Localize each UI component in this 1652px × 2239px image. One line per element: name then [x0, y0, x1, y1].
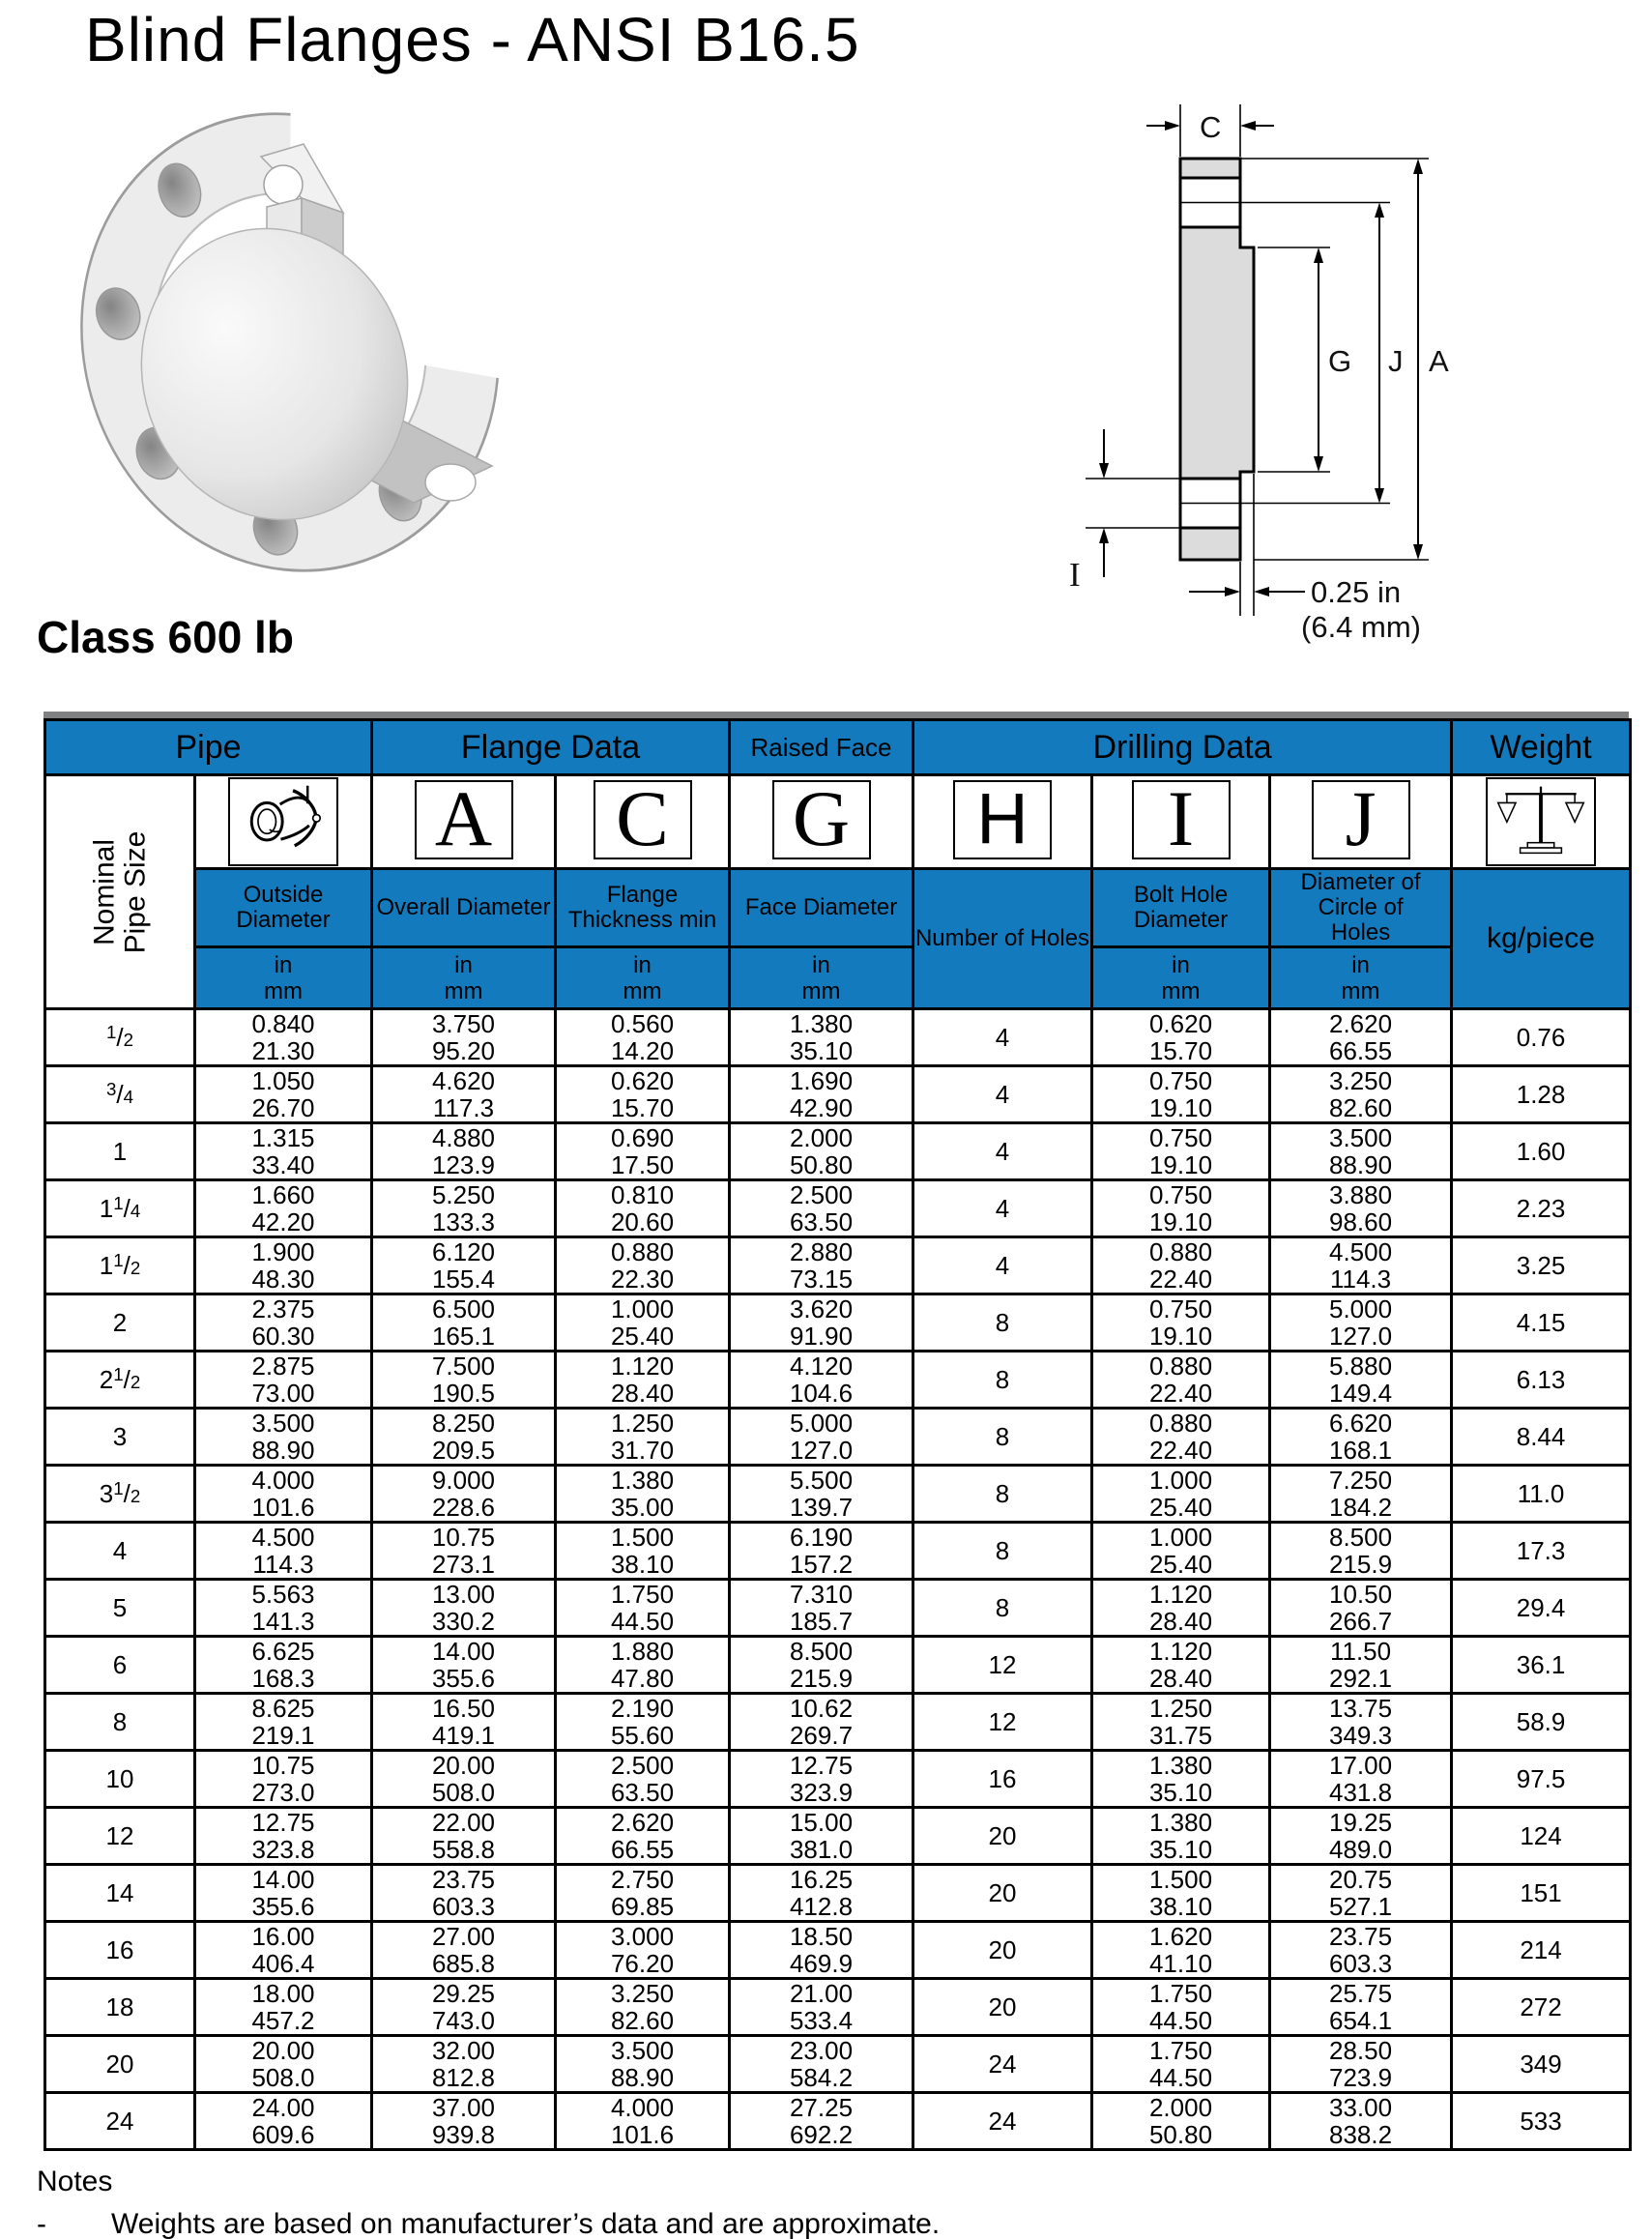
- overall-diameter-cell: 5.250 133.3: [372, 1180, 556, 1237]
- letter-h-cell: [913, 775, 1092, 869]
- circle-of-holes-cell: 8.500 215.9: [1270, 1523, 1452, 1580]
- od-cell: 8.625 219.1: [195, 1694, 372, 1751]
- number-of-holes-cell: 4: [913, 1180, 1092, 1237]
- face-diameter-cell: 23.00 584.2: [730, 2036, 913, 2093]
- weight-cell: 533: [1452, 2093, 1631, 2150]
- face-diameter-cell: 5.500 139.7: [730, 1466, 913, 1523]
- nps-cell: $3^1/2$: [45, 1466, 195, 1523]
- face-diameter-cell: 12.75 323.9: [730, 1751, 913, 1808]
- overall-diameter-cell: 8.250 209.5: [372, 1409, 556, 1466]
- face-diameter-cell: 6.190 157.2: [730, 1523, 913, 1580]
- flange-thickness-cell: 3.500 88.90: [556, 2036, 730, 2093]
- flange-thickness-cell: 1.000 25.40: [556, 1294, 730, 1352]
- number-of-holes-cell: 16: [913, 1751, 1092, 1808]
- number-of-holes-cell: 24: [913, 2093, 1092, 2150]
- bolt-hole-diameter-cell: 0.750 19.10: [1092, 1180, 1270, 1237]
- notes-section: [37, 2166, 940, 2239]
- bolt-hole-diameter-cell: 0.750 19.10: [1092, 1294, 1270, 1352]
- table-row: [45, 1922, 1631, 1979]
- weight-cell: 214: [1452, 1922, 1631, 1979]
- overall-diameter-cell: 6.500 165.1: [372, 1294, 556, 1352]
- letter-a-icon: A: [415, 780, 513, 859]
- group-flange-data: Flange Data: [372, 720, 730, 775]
- number-of-holes-cell: 8: [913, 1466, 1092, 1523]
- flange-table: [43, 718, 1632, 2151]
- number-of-holes-cell: 8: [913, 1352, 1092, 1409]
- od-cell: 24.00 609.6: [195, 2093, 372, 2150]
- circle-of-holes-cell: 25.75 654.1: [1270, 1979, 1452, 2036]
- nps-cell: 2: [45, 1294, 195, 1352]
- od-cell: 5.563 141.3: [195, 1580, 372, 1637]
- flange-thickness-cell: 0.620 15.70: [556, 1066, 730, 1123]
- face-diameter-cell: 1.380 35.10: [730, 1009, 913, 1066]
- units-j: in mm: [1270, 947, 1452, 1009]
- bolt-hole-diameter-cell: 1.120 28.40: [1092, 1637, 1270, 1694]
- number-of-holes-cell: 8: [913, 1523, 1092, 1580]
- circle-of-holes-cell: 3.250 82.60: [1270, 1066, 1452, 1123]
- face-diameter-cell: 2.500 63.50: [730, 1180, 913, 1237]
- label-flange-thickness: Flange Thickness min: [556, 869, 730, 947]
- flange-thickness-cell: 0.810 20.60: [556, 1180, 730, 1237]
- number-of-holes-cell: 8: [913, 1580, 1092, 1637]
- pipe-caliper-icon: [228, 777, 338, 866]
- nps-cell: $^1$/2: [45, 1009, 195, 1066]
- weight-cell: 1.60: [1452, 1123, 1631, 1180]
- table-row: [45, 1009, 1631, 1066]
- dim-label-a: A: [1429, 344, 1449, 378]
- class-heading: Class 600 lb: [37, 612, 294, 662]
- circle-of-holes-cell: 23.75 603.3: [1270, 1922, 1452, 1979]
- od-cell: 0.840 21.30: [195, 1009, 372, 1066]
- flange-table-wrap: [43, 712, 1629, 2151]
- label-number-of-holes: Number of Holes: [913, 869, 1092, 1009]
- label-header-row: [45, 869, 1631, 947]
- od-cell: 12.75 323.8: [195, 1808, 372, 1865]
- od-cell: 18.00 457.2: [195, 1979, 372, 2036]
- label-kg-piece: kg/piece: [1452, 869, 1631, 1009]
- bolt-hole-diameter-cell: 0.880 22.40: [1092, 1352, 1270, 1409]
- flange-thickness-cell: 2.500 63.50: [556, 1751, 730, 1808]
- face-diameter-cell: 3.620 91.90: [730, 1294, 913, 1352]
- weight-cell: 124: [1452, 1808, 1631, 1865]
- face-diameter-cell: 2.000 50.80: [730, 1123, 913, 1180]
- number-of-holes-cell: 20: [913, 1808, 1092, 1865]
- table-row: [45, 1180, 1631, 1237]
- note-text: Weights are based on manufacturer’s data and are approximate.: [111, 2208, 941, 2239]
- bolt-hole-diameter-cell: 0.750 19.10: [1092, 1066, 1270, 1123]
- nps-cell: 18: [45, 1979, 195, 2036]
- dim-label-c: C: [1200, 110, 1222, 144]
- od-cell: 3.500 88.90: [195, 1409, 372, 1466]
- nps-cell: 5: [45, 1580, 195, 1637]
- bolt-hole-diameter-cell: 2.000 50.80: [1092, 2093, 1270, 2150]
- od-cell: 10.75 273.0: [195, 1751, 372, 1808]
- group-weight: Weight: [1452, 720, 1631, 775]
- weight-cell: 17.3: [1452, 1523, 1631, 1580]
- circle-of-holes-cell: 3.880 98.60: [1270, 1180, 1452, 1237]
- weight-cell: 272: [1452, 1979, 1631, 2036]
- table-row: [45, 1409, 1631, 1466]
- dim-label-i: I: [1069, 556, 1081, 594]
- raised-face-height-mm: (6.4 mm): [1301, 610, 1421, 644]
- face-diameter-cell: 21.00 533.4: [730, 1979, 913, 2036]
- table-row: [45, 1637, 1631, 1694]
- overall-diameter-cell: 3.750 95.20: [372, 1009, 556, 1066]
- circle-of-holes-cell: 13.75 349.3: [1270, 1694, 1452, 1751]
- face-diameter-cell: 16.25 412.8: [730, 1865, 913, 1922]
- nominal-pipe-size-header: Nominal Pipe Size: [45, 775, 195, 1009]
- weight-cell: 2.23: [1452, 1180, 1631, 1237]
- bolt-hole-diameter-cell: 0.620 15.70: [1092, 1009, 1270, 1066]
- od-cell: 1.900 48.30: [195, 1237, 372, 1294]
- od-cell: 2.375 60.30: [195, 1294, 372, 1352]
- face-diameter-cell: 10.62 269.7: [730, 1694, 913, 1751]
- table-row: [45, 2093, 1631, 2150]
- letter-j-cell: [1270, 775, 1452, 869]
- number-of-holes-cell: 4: [913, 1066, 1092, 1123]
- nps-cell: 10: [45, 1751, 195, 1808]
- nps-cell: 1: [45, 1123, 195, 1180]
- table-row: [45, 1865, 1631, 1922]
- overall-diameter-cell: 29.25 743.0: [372, 1979, 556, 2036]
- bolt-hole-diameter-cell: 1.620 41.10: [1092, 1922, 1270, 1979]
- flange-thickness-cell: 2.750 69.85: [556, 1865, 730, 1922]
- nps-cell: 6: [45, 1637, 195, 1694]
- weight-cell: 151: [1452, 1865, 1631, 1922]
- label-outside-diameter: Outside Diameter: [195, 869, 372, 947]
- weight-cell: 29.4: [1452, 1580, 1631, 1637]
- weight-cell: 6.13: [1452, 1352, 1631, 1409]
- face-diameter-cell: 4.120 104.6: [730, 1352, 913, 1409]
- weight-icon-cell: [1452, 775, 1631, 869]
- overall-diameter-cell: 16.50 419.1: [372, 1694, 556, 1751]
- flange-thickness-cell: 2.190 55.60: [556, 1694, 730, 1751]
- flange-thickness-cell: 0.560 14.20: [556, 1009, 730, 1066]
- flange-thickness-cell: 4.000 101.6: [556, 2093, 730, 2150]
- circle-of-holes-cell: 7.250 184.2: [1270, 1466, 1452, 1523]
- od-cell: 1.050 26.70: [195, 1066, 372, 1123]
- overall-diameter-cell: 37.00 939.8: [372, 2093, 556, 2150]
- nps-cell: 24: [45, 2093, 195, 2150]
- group-pipe: Pipe: [45, 720, 372, 775]
- overall-diameter-cell: 22.00 558.8: [372, 1808, 556, 1865]
- weight-cell: 11.0: [1452, 1466, 1631, 1523]
- bolt-hole-diameter-cell: 1.750 44.50: [1092, 2036, 1270, 2093]
- circle-of-holes-cell: 2.620 66.55: [1270, 1009, 1452, 1066]
- table-row: [45, 1123, 1631, 1180]
- bolt-hole-diameter-cell: 1.000 25.40: [1092, 1466, 1270, 1523]
- letter-h-icon: H: [953, 780, 1052, 859]
- face-diameter-cell: 15.00 381.0: [730, 1808, 913, 1865]
- face-diameter-cell: 8.500 215.9: [730, 1637, 913, 1694]
- table-row: [45, 1808, 1631, 1865]
- number-of-holes-cell: 4: [913, 1123, 1092, 1180]
- table-row: [45, 1694, 1631, 1751]
- od-cell: 4.000 101.6: [195, 1466, 372, 1523]
- weight-cell: 4.15: [1452, 1294, 1631, 1352]
- table-row: [45, 2036, 1631, 2093]
- nps-cell: 12: [45, 1808, 195, 1865]
- number-of-holes-cell: 4: [913, 1237, 1092, 1294]
- overall-diameter-cell: 7.500 190.5: [372, 1352, 556, 1409]
- face-diameter-cell: 18.50 469.9: [730, 1922, 913, 1979]
- label-bolt-hole-diameter: Bolt Hole Diameter: [1092, 869, 1270, 947]
- circle-of-holes-cell: 3.500 88.90: [1270, 1123, 1452, 1180]
- units-i: in mm: [1092, 947, 1270, 1009]
- flange-thickness-cell: 3.000 76.20: [556, 1922, 730, 1979]
- overall-diameter-cell: 4.880 123.9: [372, 1123, 556, 1180]
- table-row: [45, 1523, 1631, 1580]
- table-row: [45, 1466, 1631, 1523]
- flange-thickness-cell: 1.250 31.70: [556, 1409, 730, 1466]
- nps-cell: 20: [45, 2036, 195, 2093]
- number-of-holes-cell: 8: [913, 1294, 1092, 1352]
- raised-face-height-in: 0.25 in: [1311, 575, 1402, 609]
- circle-of-holes-cell: 28.50 723.9: [1270, 2036, 1452, 2093]
- bolt-hole-diameter-cell: 1.750 44.50: [1092, 1979, 1270, 2036]
- od-cell: 4.500 114.3: [195, 1523, 372, 1580]
- table-row: [45, 1237, 1631, 1294]
- circle-of-holes-cell: 17.00 431.8: [1270, 1751, 1452, 1808]
- bolt-hole-diameter-cell: 0.880 22.40: [1092, 1409, 1270, 1466]
- weight-cell: 58.9: [1452, 1694, 1631, 1751]
- circle-of-holes-cell: 5.000 127.0: [1270, 1294, 1452, 1352]
- od-cell: 6.625 168.3: [195, 1637, 372, 1694]
- flange-3d-image: [60, 89, 543, 606]
- weight-cell: 349: [1452, 2036, 1631, 2093]
- units-a: in mm: [372, 947, 556, 1009]
- letter-i-icon: I: [1132, 780, 1231, 859]
- balance-scale-icon: [1486, 777, 1596, 866]
- weight-cell: 36.1: [1452, 1637, 1631, 1694]
- face-diameter-cell: 2.880 73.15: [730, 1237, 913, 1294]
- arrowheads: [1099, 121, 1423, 596]
- label-circle-of-holes: Diameter of Circle of Holes: [1270, 869, 1452, 947]
- table-row: [45, 1580, 1631, 1637]
- circle-of-holes-cell: 4.500 114.3: [1270, 1237, 1452, 1294]
- table-row: [45, 1294, 1631, 1352]
- page-title: Blind Flanges - ANSI B16.5: [85, 5, 860, 74]
- dim-label-g: G: [1328, 344, 1352, 378]
- units-od: in mm: [195, 947, 372, 1009]
- number-of-holes-cell: 20: [913, 1865, 1092, 1922]
- weight-cell: 0.76: [1452, 1009, 1631, 1066]
- letter-c-cell: [556, 775, 730, 869]
- table-row: [45, 1979, 1631, 2036]
- nps-cell: $1^1/4$: [45, 1180, 195, 1237]
- nps-cell: $^3$/4: [45, 1066, 195, 1123]
- number-of-holes-cell: 4: [913, 1009, 1092, 1066]
- half-bolt-hole: [264, 165, 303, 204]
- overall-diameter-cell: 6.120 155.4: [372, 1237, 556, 1294]
- face-diameter-cell: 5.000 127.0: [730, 1409, 913, 1466]
- table-row: [45, 1066, 1631, 1123]
- bolt-hole-diameter-cell: 1.000 25.40: [1092, 1523, 1270, 1580]
- overall-diameter-cell: 14.00 355.6: [372, 1637, 556, 1694]
- flange-thickness-cell: 3.250 82.60: [556, 1979, 730, 2036]
- od-cell: 2.875 73.00: [195, 1352, 372, 1409]
- weight-cell: 1.28: [1452, 1066, 1631, 1123]
- nps-cell: 16: [45, 1922, 195, 1979]
- nps-cell: 3: [45, 1409, 195, 1466]
- circle-of-holes-cell: 6.620 168.1: [1270, 1409, 1452, 1466]
- number-of-holes-cell: 20: [913, 1922, 1092, 1979]
- bolt-hole-diameter-cell: 1.500 38.10: [1092, 1865, 1270, 1922]
- half-bolt-hole: [425, 464, 476, 501]
- flange-thickness-cell: 0.690 17.50: [556, 1123, 730, 1180]
- circle-of-holes-cell: 33.00 838.2: [1270, 2093, 1452, 2150]
- nps-cell: $1^1/2$: [45, 1237, 195, 1294]
- face-diameter-cell: 27.25 692.2: [730, 2093, 913, 2150]
- letter-a-cell: [372, 775, 556, 869]
- overall-diameter-cell: 10.75 273.1: [372, 1523, 556, 1580]
- circle-of-holes-cell: 19.25 489.0: [1270, 1808, 1452, 1865]
- units-c: in mm: [556, 947, 730, 1009]
- weight-cell: 8.44: [1452, 1409, 1631, 1466]
- label-face-diameter: Face Diameter: [730, 869, 913, 947]
- flange-thickness-cell: 1.880 47.80: [556, 1637, 730, 1694]
- dimension-drawing: [1023, 89, 1608, 650]
- circle-of-holes-cell: 5.880 149.4: [1270, 1352, 1452, 1409]
- face-diameter-cell: 1.690 42.90: [730, 1066, 913, 1123]
- number-of-holes-cell: 12: [913, 1694, 1092, 1751]
- bolt-hole-diameter-cell: 1.120 28.40: [1092, 1580, 1270, 1637]
- overall-diameter-cell: 9.000 228.6: [372, 1466, 556, 1523]
- overall-diameter-cell: 13.00 330.2: [372, 1580, 556, 1637]
- flange-thickness-cell: 2.620 66.55: [556, 1808, 730, 1865]
- od-cell: 1.315 33.40: [195, 1123, 372, 1180]
- bolt-hole-diameter-cell: 1.380 35.10: [1092, 1751, 1270, 1808]
- icon-header-row: [45, 775, 1631, 869]
- note-bullet: -: [37, 2208, 46, 2239]
- table-row: [45, 1751, 1631, 1808]
- face-diameter-cell: 7.310 185.7: [730, 1580, 913, 1637]
- nps-cell: 4: [45, 1523, 195, 1580]
- units-header-row: [45, 947, 1631, 1009]
- flange-thickness-cell: 1.500 38.10: [556, 1523, 730, 1580]
- weight-cell: 3.25: [1452, 1237, 1631, 1294]
- letter-j-icon: J: [1312, 780, 1410, 859]
- bolt-hole-diameter-cell: 0.750 19.10: [1092, 1123, 1270, 1180]
- label-overall-diameter: Overall Diameter: [372, 869, 556, 947]
- note-item: [37, 2208, 940, 2239]
- letter-i-cell: [1092, 775, 1270, 869]
- bolt-hole-diameter-cell: 1.380 35.10: [1092, 1808, 1270, 1865]
- nps-cell: 14: [45, 1865, 195, 1922]
- group-raised-face: Raised Face: [730, 720, 913, 775]
- number-of-holes-cell: 8: [913, 1409, 1092, 1466]
- table-row: [45, 1352, 1631, 1409]
- notes-heading: Notes: [37, 2166, 113, 2197]
- od-cell: 1.660 42.20: [195, 1180, 372, 1237]
- bolt-hole-diameter-cell: 0.880 22.40: [1092, 1237, 1270, 1294]
- letter-g-icon: G: [772, 780, 871, 859]
- units-g: in mm: [730, 947, 913, 1009]
- od-cell: 14.00 355.6: [195, 1865, 372, 1922]
- nps-cell: $2^1/2$: [45, 1352, 195, 1409]
- circle-of-holes-cell: 10.50 266.7: [1270, 1580, 1452, 1637]
- overall-diameter-cell: 23.75 603.3: [372, 1865, 556, 1922]
- number-of-holes-cell: 24: [913, 2036, 1092, 2093]
- circle-of-holes-cell: 11.50 292.1: [1270, 1637, 1452, 1694]
- overall-diameter-cell: 27.00 685.8: [372, 1922, 556, 1979]
- pipe-od-icon-cell: [195, 775, 372, 869]
- overall-diameter-cell: 4.620 117.3: [372, 1066, 556, 1123]
- flange-thickness-cell: 1.380 35.00: [556, 1466, 730, 1523]
- flange-thickness-cell: 1.120 28.40: [556, 1352, 730, 1409]
- number-of-holes-cell: 12: [913, 1637, 1092, 1694]
- weight-cell: 97.5: [1452, 1751, 1631, 1808]
- dim-label-j: J: [1388, 344, 1404, 378]
- flange-thickness-cell: 1.750 44.50: [556, 1580, 730, 1637]
- nps-cell: 8: [45, 1694, 195, 1751]
- number-of-holes-cell: 20: [913, 1979, 1092, 2036]
- letter-c-icon: C: [594, 780, 692, 859]
- overall-diameter-cell: 32.00 812.8: [372, 2036, 556, 2093]
- group-header-row: [45, 720, 1631, 775]
- circle-of-holes-cell: 20.75 527.1: [1270, 1865, 1452, 1922]
- overall-diameter-cell: 20.00 508.0: [372, 1751, 556, 1808]
- bolt-hole-diameter-cell: 1.250 31.75: [1092, 1694, 1270, 1751]
- od-cell: 16.00 406.4: [195, 1922, 372, 1979]
- group-drilling-data: Drilling Data: [913, 720, 1452, 775]
- letter-g-cell: [730, 775, 913, 869]
- flange-thickness-cell: 0.880 22.30: [556, 1237, 730, 1294]
- od-cell: 20.00 508.0: [195, 2036, 372, 2093]
